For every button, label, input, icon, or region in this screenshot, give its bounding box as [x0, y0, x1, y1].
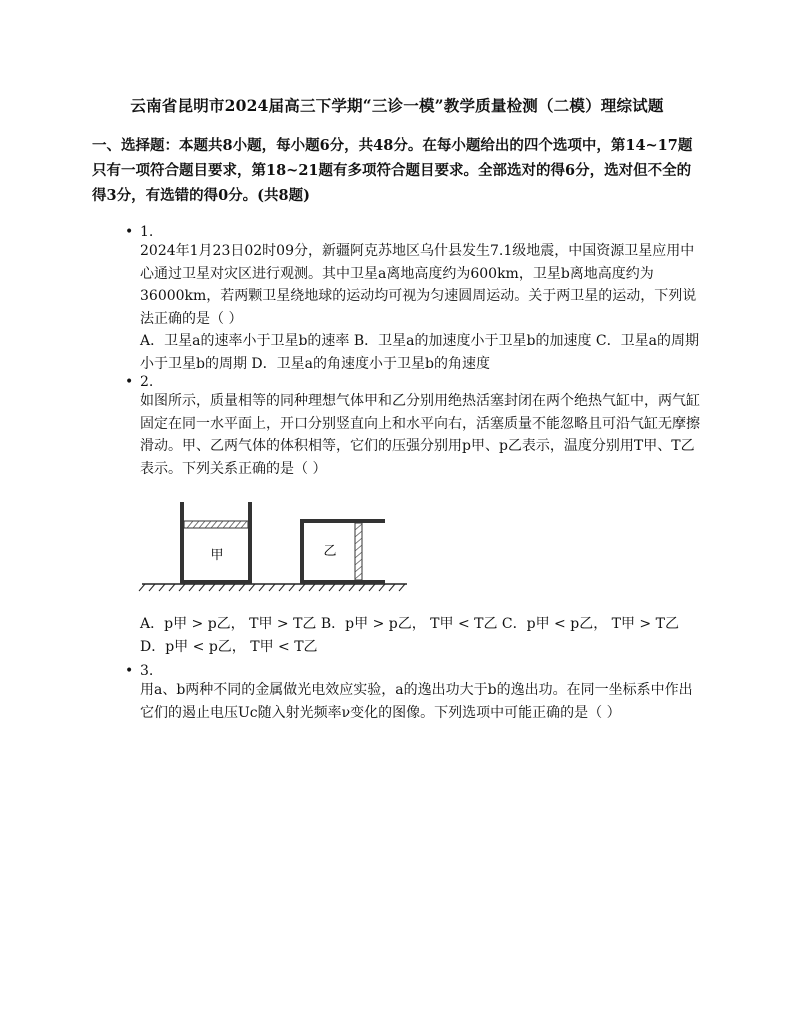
page-title: 云南省昆明市2024届高三下学期“三诊一模”教学质量检测（二模）理综试题 — [130, 96, 664, 115]
question-stem: 如图所示，质量相等的同种理想气体甲和乙分别用绝热活塞封闭在两个绝热气缸中，两气缸固定在同一水平面上，开口分别竖直向上和水平向右，活塞质量不能忽略且可沿气缸无摩擦滑动。甲、乙两气体的体积相等，它们的压强分别用p甲、p乙表示，温度分别用T甲、T乙表示。下列关系正确的是（ ） — [140, 393, 700, 477]
section-instructions: 一、选择题：本题共8小题，每小题6分，共48分。在每小题给出的四个选项中，第14~17题只有一项符合题目要求，第18~21题有多项符合题目要求。全部选对的得6分，选对但不全的得3分，有选错的得0分。(共8题) — [92, 137, 693, 204]
question-number: 2. — [140, 374, 154, 390]
question-options: A．卫星a的速率小于卫星b的速率 B．卫星a的加速度小于卫星b的加速度 C．卫星a的周期小于卫星b的周期 D．卫星a的角速度小于卫星b的角速度 — [140, 333, 699, 372]
label-jia: 甲 — [210, 548, 224, 563]
cylinder-jia — [180, 502, 252, 584]
bullet: • — [125, 374, 134, 390]
question-stem: 2024年1月23日02时09分，新疆阿克苏地区乌什县发生7.1级地震，中国资源卫星应用中心通过卫星对灾区进行观测。其中卫星a离地高度约为600km，卫星b离地高度约为36000km，若两颗卫星绕地球的运动均可视为匀速圆周运动。关于两卫星的运动，下列说法正确的是（ ） — [140, 243, 697, 327]
question-1 — [125, 221, 710, 371]
cylinder-yi — [300, 519, 385, 584]
bullet: • — [125, 663, 134, 679]
question-number: 1. — [140, 224, 154, 240]
question-options: A．p甲 > p乙， T甲 > T乙 B．p甲 > p乙， T甲 < T乙 C．p甲 < p乙， T甲 > T乙 D．p甲 < p乙， T甲 < T乙 — [140, 616, 679, 655]
question-stem: 用a、b两种不同的金属做光电效应实验，a的逸出功大于b的逸出功。在同一坐标系中作出它们的遏止电压Uc随入射光频率ν变化的图像。下列选项中可能正确的是（ ） — [140, 682, 693, 721]
bullet: • — [125, 224, 134, 240]
question-number: 3. — [140, 663, 154, 679]
gas-cylinder-diagram — [137, 497, 412, 597]
label-yi: 乙 — [323, 544, 337, 559]
question-3 — [125, 660, 710, 750]
